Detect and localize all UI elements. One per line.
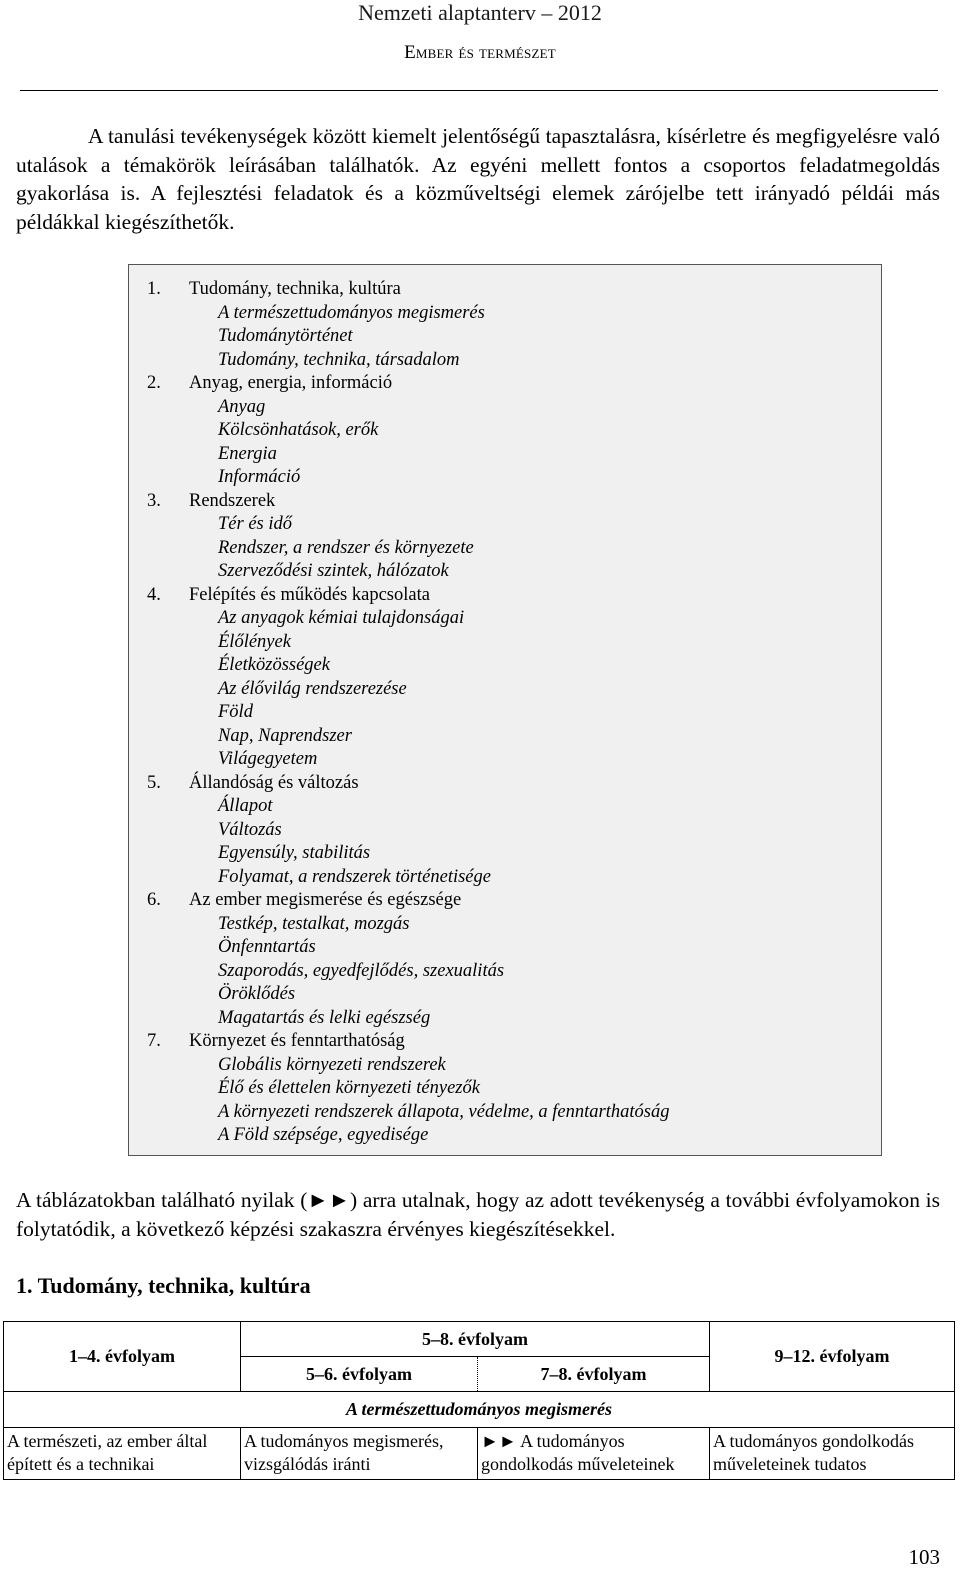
subtopic-list xyxy=(147,607,669,772)
topic-number: 1. xyxy=(147,279,161,299)
subtopic-item: Világegyetem xyxy=(218,749,318,769)
topic-outline-box xyxy=(128,264,882,1156)
topic-title: Rendszerek xyxy=(189,490,276,511)
topic-title: Állandóság és változás xyxy=(189,772,359,793)
arrow-note-paragraph: A táblázatokban található nyilak (►►) arra utalnak, hogy az adott tevékenység a további évfolyamokon is folytatódik, a következő képzési szakaszra érvényes kiegészítésekkel. xyxy=(16,1188,940,1241)
page-number: 103 xyxy=(908,1545,940,1569)
table-cell-1-4: A természeti, az ember által épített és a technikai xyxy=(4,1428,241,1480)
page-header-subtitle: Ember és természet xyxy=(404,42,556,63)
table-cell-5-6: A tudományos megismerés, vizsgálódás iránti xyxy=(241,1428,478,1480)
subtopic-item: Tudománytörténet xyxy=(218,326,353,346)
subtopic-item: Életközösségek xyxy=(218,655,330,675)
grade-5-6-header: 5–6. évfolyam xyxy=(241,1357,478,1392)
subtopic-item: Önfenntartás xyxy=(218,937,316,957)
subtopic-item: Élő és élettelen környezeti tényezők xyxy=(218,1078,480,1098)
subtopic-item: Öröklődés xyxy=(218,984,296,1004)
subtopic-list xyxy=(147,795,669,889)
subtopic-item: Állapot xyxy=(218,796,273,816)
subtopic-item: Tér és idő xyxy=(218,514,292,534)
subtopic-item: A természettudományos megismerés xyxy=(218,302,485,323)
subtopic-item: Kölcsönhatások, erők xyxy=(218,420,379,440)
section-title: 1. Tudomány, technika, kultúra xyxy=(16,1273,311,1298)
outline-topic xyxy=(147,372,669,490)
subtopic-item: Változás xyxy=(218,819,282,840)
subtopic-item: Energia xyxy=(218,443,277,464)
topic-number: 5. xyxy=(147,772,161,793)
topic-number: 7. xyxy=(147,1031,161,1051)
subtopic-list xyxy=(147,396,669,490)
subtopic-item: Információ xyxy=(218,467,301,487)
table-cell-9-12: A tudományos gondolkodás műveleteinek tudatos xyxy=(710,1428,955,1480)
subtopic-item: Az anyagok kémiai tulajdonságai xyxy=(218,608,465,628)
subtopic-item: Élőlények xyxy=(218,631,291,652)
topic-title: Az ember megismerése és egészsége xyxy=(189,890,462,910)
grade-9-12-header: 9–12. évfolyam xyxy=(710,1322,955,1392)
subtopic-item: Föld xyxy=(218,702,253,722)
curriculum-table xyxy=(3,1321,955,1480)
table-subtitle: A természettudományos megismerés xyxy=(4,1392,955,1428)
outline-topic xyxy=(147,278,669,372)
topic-number: 4. xyxy=(147,584,161,605)
subtopic-list xyxy=(147,1054,669,1148)
subtopic-item: Egyensúly, stabilitás xyxy=(218,843,371,863)
subtopic-item: Nap, Naprendszer xyxy=(218,725,352,746)
grade-7-8-header: 7–8. évfolyam xyxy=(478,1357,710,1392)
grade-1-4-header: 1–4. évfolyam xyxy=(4,1322,241,1392)
subtopic-item: Globális környezeti rendszerek xyxy=(218,1054,446,1075)
outline-topic xyxy=(147,584,669,772)
subtopic-item: Folyamat, a rendszerek történetisége xyxy=(218,866,491,887)
topic-title: Környezet és fenntarthatóság xyxy=(189,1031,405,1051)
subtopic-item: Magatartás és lelki egészség xyxy=(218,1007,431,1028)
outline-topic xyxy=(147,772,669,890)
table-cell-7-8: ►► A tudományos gondolkodás műveleteinek xyxy=(478,1428,710,1480)
outline-topic xyxy=(147,889,669,1030)
subtopic-item: Anyag xyxy=(218,396,266,417)
subtopic-list xyxy=(147,302,669,373)
subtopic-item: Tudomány, technika, társadalom xyxy=(218,349,460,370)
subtopic-list xyxy=(147,513,669,584)
topic-outline xyxy=(147,278,669,1148)
subtopic-item: Szerveződési szintek, hálózatok xyxy=(218,561,449,581)
topic-number: 3. xyxy=(147,490,161,511)
subtopic-item: A környezeti rendszerek állapota, védelme, a fenntarthatóság xyxy=(218,1101,670,1122)
page-header-title: Nemzeti alaptanterv – 2012 xyxy=(358,0,602,25)
header-rule xyxy=(20,90,938,91)
topic-number: 2. xyxy=(147,373,161,393)
subtopic-list xyxy=(147,913,669,1031)
outline-topic xyxy=(147,490,669,584)
topic-title: Anyag, energia, információ xyxy=(189,373,393,393)
subtopic-item: Szaporodás, egyedfejlődés, szexualitás xyxy=(218,960,505,981)
outline-topic xyxy=(147,1030,669,1148)
topic-number: 6. xyxy=(147,890,161,910)
intro-paragraph: A tanulási tevékenységek között kiemelt jelentőségű tapasztalásra, kísérletre és megfigyelésre való utalások a témakörök leírásában találhatók. Az egyéni mellett fontos a csoportos feladatmegoldás gyakorlása is. A fejlesztési feladatok és a közműveltségi elemek zárójelbe tett irányadó példái más példákkal kiegészíthetők. xyxy=(16,124,940,234)
grade-5-8-header: 5–8. évfolyam xyxy=(241,1322,710,1357)
subtopic-item: A Föld szépsége, egyedisége xyxy=(218,1125,429,1145)
subtopic-item: Az élővilág rendszerezése xyxy=(218,678,407,699)
topic-title: Tudomány, technika, kultúra xyxy=(189,279,401,299)
subtopic-item: Testkép, testalkat, mozgás xyxy=(218,913,410,934)
subtopic-item: Rendszer, a rendszer és környezete xyxy=(218,537,474,558)
topic-title: Felépítés és működés kapcsolata xyxy=(189,584,430,605)
